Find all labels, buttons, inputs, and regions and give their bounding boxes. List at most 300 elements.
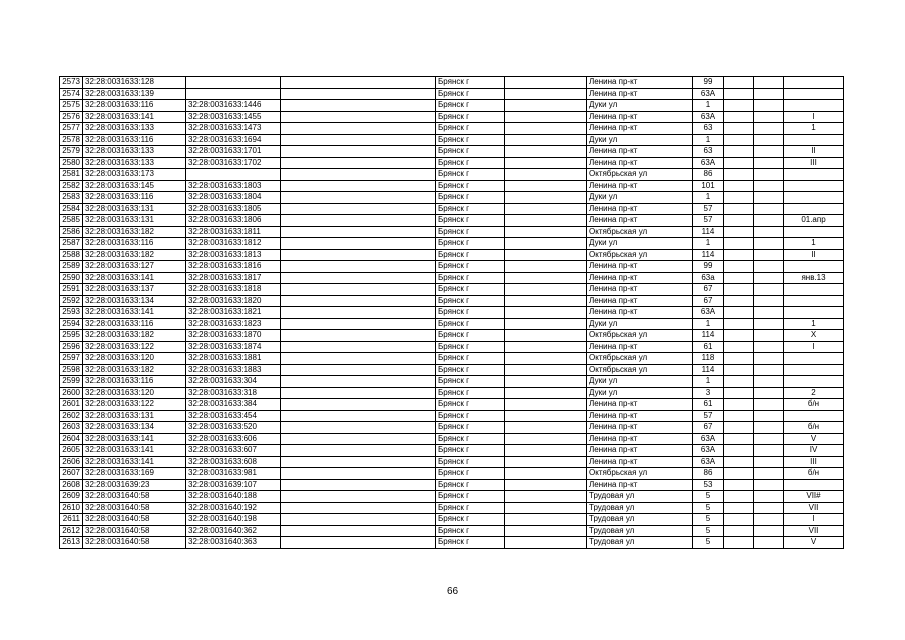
cell-empty-column-1 bbox=[281, 376, 436, 388]
cell-row-number: 2600 bbox=[60, 387, 83, 399]
cell-street: Дуки ул bbox=[587, 192, 693, 204]
cell-city: Брянск г bbox=[436, 134, 505, 146]
cell-object-cadastral-number: 32:28:0031633:1803 bbox=[186, 180, 281, 192]
cell-house-number: 63А bbox=[693, 111, 724, 123]
cell-empty-column-1 bbox=[281, 330, 436, 342]
cell-parcel-cadastral-number: 32:28:0031640:58 bbox=[83, 537, 186, 549]
cell-empty-column-3 bbox=[724, 537, 754, 549]
cell-street: Ленина пр-кт bbox=[587, 456, 693, 468]
table-row bbox=[60, 491, 844, 503]
table-row bbox=[60, 479, 844, 491]
cell-empty-column-3 bbox=[724, 387, 754, 399]
cell-empty-column-1 bbox=[281, 134, 436, 146]
cell-empty-column-2 bbox=[505, 307, 587, 319]
cell-apartment bbox=[784, 284, 844, 296]
cell-empty-column-3 bbox=[724, 226, 754, 238]
cell-street: Октябрьская ул bbox=[587, 226, 693, 238]
cell-empty-column-4 bbox=[754, 353, 784, 365]
cell-parcel-cadastral-number: 32:28:0031633:141 bbox=[83, 445, 186, 457]
cell-street: Октябрьская ул bbox=[587, 169, 693, 181]
cell-city: Брянск г bbox=[436, 479, 505, 491]
table-row bbox=[60, 537, 844, 549]
cell-row-number: 2611 bbox=[60, 514, 83, 526]
cell-object-cadastral-number: 32:28:0031633:1818 bbox=[186, 284, 281, 296]
cell-object-cadastral-number: 32:28:0031633:1701 bbox=[186, 146, 281, 158]
cell-parcel-cadastral-number: 32:28:0031640:58 bbox=[83, 491, 186, 503]
cell-house-number: 63А bbox=[693, 433, 724, 445]
cell-empty-column-2 bbox=[505, 376, 587, 388]
cell-parcel-cadastral-number: 32:28:0031633:131 bbox=[83, 410, 186, 422]
cell-row-number: 2575 bbox=[60, 100, 83, 112]
cell-row-number: 2587 bbox=[60, 238, 83, 250]
cell-city: Брянск г bbox=[436, 433, 505, 445]
cell-empty-column-4 bbox=[754, 468, 784, 480]
table-row bbox=[60, 284, 844, 296]
cell-street: Ленина пр-кт bbox=[587, 479, 693, 491]
cell-empty-column-2 bbox=[505, 514, 587, 526]
table-row bbox=[60, 445, 844, 457]
cell-city: Брянск г bbox=[436, 307, 505, 319]
cell-object-cadastral-number: 32:28:0031633:1874 bbox=[186, 341, 281, 353]
cell-apartment: I bbox=[784, 341, 844, 353]
cell-empty-column-1 bbox=[281, 226, 436, 238]
cell-object-cadastral-number: 32:28:0031633:1473 bbox=[186, 123, 281, 135]
cell-city: Брянск г bbox=[436, 387, 505, 399]
cell-empty-column-2 bbox=[505, 100, 587, 112]
table-row bbox=[60, 376, 844, 388]
cell-object-cadastral-number: 32:28:0031633:318 bbox=[186, 387, 281, 399]
cell-empty-column-2 bbox=[505, 537, 587, 549]
cell-object-cadastral-number: 32:28:0031633:520 bbox=[186, 422, 281, 434]
cell-apartment: 01.апр bbox=[784, 215, 844, 227]
cell-empty-column-4 bbox=[754, 341, 784, 353]
cell-apartment bbox=[784, 203, 844, 215]
cell-empty-column-4 bbox=[754, 272, 784, 284]
table-row bbox=[60, 180, 844, 192]
cell-apartment bbox=[784, 353, 844, 365]
cell-empty-column-1 bbox=[281, 514, 436, 526]
cell-object-cadastral-number: 32:28:0031633:1811 bbox=[186, 226, 281, 238]
cell-empty-column-4 bbox=[754, 192, 784, 204]
cell-city: Брянск г bbox=[436, 537, 505, 549]
cell-street: Дуки ул bbox=[587, 376, 693, 388]
table-row bbox=[60, 111, 844, 123]
cell-apartment: II bbox=[784, 249, 844, 261]
cell-empty-column-4 bbox=[754, 502, 784, 514]
cell-apartment: VII bbox=[784, 502, 844, 514]
cell-empty-column-4 bbox=[754, 123, 784, 135]
cell-empty-column-2 bbox=[505, 318, 587, 330]
cell-empty-column-4 bbox=[754, 456, 784, 468]
cell-empty-column-1 bbox=[281, 468, 436, 480]
cell-city: Брянск г bbox=[436, 123, 505, 135]
cell-row-number: 2609 bbox=[60, 491, 83, 503]
cell-apartment: б/н bbox=[784, 422, 844, 434]
cell-empty-column-4 bbox=[754, 180, 784, 192]
cell-empty-column-2 bbox=[505, 111, 587, 123]
cell-empty-column-4 bbox=[754, 249, 784, 261]
cell-empty-column-4 bbox=[754, 261, 784, 273]
cell-apartment bbox=[784, 410, 844, 422]
cell-empty-column-2 bbox=[505, 468, 587, 480]
cell-parcel-cadastral-number: 32:28:0031633:122 bbox=[83, 399, 186, 411]
cell-empty-column-2 bbox=[505, 146, 587, 158]
cell-empty-column-2 bbox=[505, 479, 587, 491]
cell-house-number: 118 bbox=[693, 353, 724, 365]
cell-street: Трудовая ул bbox=[587, 491, 693, 503]
cell-empty-column-2 bbox=[505, 502, 587, 514]
cell-apartment: I bbox=[784, 111, 844, 123]
cell-empty-column-3 bbox=[724, 525, 754, 537]
cell-parcel-cadastral-number: 32:28:0031633:139 bbox=[83, 88, 186, 100]
cell-object-cadastral-number bbox=[186, 169, 281, 181]
cell-house-number: 57 bbox=[693, 410, 724, 422]
cell-parcel-cadastral-number: 32:28:0031633:182 bbox=[83, 364, 186, 376]
cell-parcel-cadastral-number: 32:28:0031633:145 bbox=[83, 180, 186, 192]
cell-object-cadastral-number: 32:28:0031633:981 bbox=[186, 468, 281, 480]
cell-empty-column-2 bbox=[505, 353, 587, 365]
cell-empty-column-2 bbox=[505, 525, 587, 537]
cell-city: Брянск г bbox=[436, 88, 505, 100]
table-row bbox=[60, 422, 844, 434]
cell-apartment: III bbox=[784, 456, 844, 468]
registry-table bbox=[59, 76, 844, 549]
cell-apartment bbox=[784, 479, 844, 491]
cell-object-cadastral-number: 32:28:0031633:1702 bbox=[186, 157, 281, 169]
cell-empty-column-4 bbox=[754, 203, 784, 215]
table-row bbox=[60, 502, 844, 514]
cell-row-number: 2595 bbox=[60, 330, 83, 342]
cell-apartment: I bbox=[784, 514, 844, 526]
cell-apartment: янв.13 bbox=[784, 272, 844, 284]
cell-row-number: 2579 bbox=[60, 146, 83, 158]
cell-empty-column-4 bbox=[754, 169, 784, 181]
cell-parcel-cadastral-number: 32:28:0031633:141 bbox=[83, 111, 186, 123]
cell-empty-column-1 bbox=[281, 433, 436, 445]
cell-empty-column-1 bbox=[281, 364, 436, 376]
cell-street: Ленина пр-кт bbox=[587, 422, 693, 434]
cell-empty-column-1 bbox=[281, 445, 436, 457]
cell-empty-column-3 bbox=[724, 456, 754, 468]
cell-parcel-cadastral-number: 32:28:0031633:134 bbox=[83, 295, 186, 307]
cell-apartment: X bbox=[784, 330, 844, 342]
cell-parcel-cadastral-number: 32:28:0031633:133 bbox=[83, 146, 186, 158]
cell-row-number: 2599 bbox=[60, 376, 83, 388]
cell-empty-column-1 bbox=[281, 272, 436, 284]
cell-apartment: б/н bbox=[784, 399, 844, 411]
table-row bbox=[60, 468, 844, 480]
cell-city: Брянск г bbox=[436, 399, 505, 411]
cell-empty-column-3 bbox=[724, 238, 754, 250]
cell-parcel-cadastral-number: 32:28:0031639:23 bbox=[83, 479, 186, 491]
cell-object-cadastral-number: 32:28:0031633:1804 bbox=[186, 192, 281, 204]
cell-parcel-cadastral-number: 32:28:0031633:141 bbox=[83, 433, 186, 445]
cell-parcel-cadastral-number: 32:28:0031633:116 bbox=[83, 134, 186, 146]
table-row bbox=[60, 410, 844, 422]
page-number: 66 bbox=[446, 586, 459, 597]
cell-street: Октябрьская ул bbox=[587, 353, 693, 365]
cell-empty-column-3 bbox=[724, 192, 754, 204]
cell-apartment bbox=[784, 180, 844, 192]
cell-empty-column-3 bbox=[724, 203, 754, 215]
cell-object-cadastral-number: 32:28:0031633:1823 bbox=[186, 318, 281, 330]
table-row bbox=[60, 318, 844, 330]
table-row bbox=[60, 364, 844, 376]
cell-object-cadastral-number: 32:28:0031633:1821 bbox=[186, 307, 281, 319]
cell-house-number: 63 bbox=[693, 123, 724, 135]
cell-parcel-cadastral-number: 32:28:0031633:116 bbox=[83, 318, 186, 330]
cell-object-cadastral-number: 32:28:0031633:607 bbox=[186, 445, 281, 457]
cell-row-number: 2607 bbox=[60, 468, 83, 480]
cell-apartment bbox=[784, 77, 844, 89]
cell-empty-column-1 bbox=[281, 88, 436, 100]
cell-empty-column-3 bbox=[724, 77, 754, 89]
cell-empty-column-3 bbox=[724, 445, 754, 457]
cell-empty-column-3 bbox=[724, 468, 754, 480]
cell-apartment bbox=[784, 88, 844, 100]
cell-empty-column-1 bbox=[281, 100, 436, 112]
cell-object-cadastral-number: 32:28:0031633:1817 bbox=[186, 272, 281, 284]
cell-empty-column-2 bbox=[505, 203, 587, 215]
cell-empty-column-1 bbox=[281, 479, 436, 491]
table-row bbox=[60, 157, 844, 169]
cell-parcel-cadastral-number: 32:28:0031633:127 bbox=[83, 261, 186, 273]
cell-row-number: 2594 bbox=[60, 318, 83, 330]
cell-row-number: 2598 bbox=[60, 364, 83, 376]
cell-house-number: 63А bbox=[693, 456, 724, 468]
cell-city: Брянск г bbox=[436, 353, 505, 365]
cell-house-number: 1 bbox=[693, 376, 724, 388]
cell-city: Брянск г bbox=[436, 491, 505, 503]
cell-row-number: 2612 bbox=[60, 525, 83, 537]
cell-street: Дуки ул bbox=[587, 318, 693, 330]
cell-city: Брянск г bbox=[436, 456, 505, 468]
cell-city: Брянск г bbox=[436, 272, 505, 284]
cell-street: Дуки ул bbox=[587, 238, 693, 250]
cell-street: Ленина пр-кт bbox=[587, 307, 693, 319]
cell-apartment: IV bbox=[784, 445, 844, 457]
cell-empty-column-3 bbox=[724, 284, 754, 296]
cell-house-number: 86 bbox=[693, 468, 724, 480]
cell-house-number: 1 bbox=[693, 134, 724, 146]
cell-parcel-cadastral-number: 32:28:0031633:116 bbox=[83, 100, 186, 112]
cell-empty-column-4 bbox=[754, 307, 784, 319]
cell-house-number: 63 bbox=[693, 146, 724, 158]
table-row bbox=[60, 261, 844, 273]
cell-parcel-cadastral-number: 32:28:0031633:137 bbox=[83, 284, 186, 296]
cell-city: Брянск г bbox=[436, 410, 505, 422]
cell-city: Брянск г bbox=[436, 192, 505, 204]
cell-street: Ленина пр-кт bbox=[587, 445, 693, 457]
cell-empty-column-1 bbox=[281, 123, 436, 135]
cell-city: Брянск г bbox=[436, 203, 505, 215]
cell-empty-column-1 bbox=[281, 341, 436, 353]
cell-house-number: 63А bbox=[693, 445, 724, 457]
cell-empty-column-3 bbox=[724, 215, 754, 227]
cell-object-cadastral-number: 32:28:0031633:1816 bbox=[186, 261, 281, 273]
cell-empty-column-1 bbox=[281, 353, 436, 365]
cell-object-cadastral-number bbox=[186, 88, 281, 100]
cell-empty-column-3 bbox=[724, 100, 754, 112]
cell-parcel-cadastral-number: 32:28:0031633:120 bbox=[83, 353, 186, 365]
cell-house-number: 5 bbox=[693, 491, 724, 503]
cell-house-number: 61 bbox=[693, 341, 724, 353]
cell-city: Брянск г bbox=[436, 330, 505, 342]
cell-empty-column-3 bbox=[724, 180, 754, 192]
cell-empty-column-2 bbox=[505, 295, 587, 307]
cell-street: Трудовая ул bbox=[587, 537, 693, 549]
cell-empty-column-2 bbox=[505, 491, 587, 503]
cell-parcel-cadastral-number: 32:28:0031633:116 bbox=[83, 238, 186, 250]
cell-empty-column-3 bbox=[724, 157, 754, 169]
cell-parcel-cadastral-number: 32:28:0031633:116 bbox=[83, 376, 186, 388]
cell-house-number: 114 bbox=[693, 226, 724, 238]
cell-apartment bbox=[784, 192, 844, 204]
cell-house-number: 63а bbox=[693, 272, 724, 284]
cell-empty-column-1 bbox=[281, 169, 436, 181]
cell-object-cadastral-number: 32:28:0031633:1881 bbox=[186, 353, 281, 365]
cell-apartment: III bbox=[784, 157, 844, 169]
cell-city: Брянск г bbox=[436, 157, 505, 169]
cell-row-number: 2596 bbox=[60, 341, 83, 353]
cell-empty-column-3 bbox=[724, 307, 754, 319]
cell-parcel-cadastral-number: 32:28:0031633:141 bbox=[83, 272, 186, 284]
cell-parcel-cadastral-number: 32:28:0031633:133 bbox=[83, 123, 186, 135]
table-row bbox=[60, 215, 844, 227]
cell-object-cadastral-number: 32:28:0031633:1870 bbox=[186, 330, 281, 342]
cell-empty-column-2 bbox=[505, 249, 587, 261]
cell-empty-column-3 bbox=[724, 295, 754, 307]
cell-city: Брянск г bbox=[436, 295, 505, 307]
cell-house-number: 99 bbox=[693, 261, 724, 273]
cell-empty-column-1 bbox=[281, 157, 436, 169]
cell-empty-column-4 bbox=[754, 100, 784, 112]
cell-house-number: 1 bbox=[693, 100, 724, 112]
cell-street: Дуки ул bbox=[587, 134, 693, 146]
cell-row-number: 2591 bbox=[60, 284, 83, 296]
cell-parcel-cadastral-number: 32:28:0031633:134 bbox=[83, 422, 186, 434]
cell-street: Ленина пр-кт bbox=[587, 399, 693, 411]
cell-empty-column-2 bbox=[505, 330, 587, 342]
cell-city: Брянск г bbox=[436, 514, 505, 526]
cell-parcel-cadastral-number: 32:28:0031633:128 bbox=[83, 77, 186, 89]
cell-row-number: 2583 bbox=[60, 192, 83, 204]
cell-empty-column-1 bbox=[281, 399, 436, 411]
cell-empty-column-1 bbox=[281, 77, 436, 89]
cell-empty-column-3 bbox=[724, 169, 754, 181]
cell-city: Брянск г bbox=[436, 318, 505, 330]
cell-empty-column-4 bbox=[754, 284, 784, 296]
cell-empty-column-4 bbox=[754, 491, 784, 503]
cell-empty-column-4 bbox=[754, 433, 784, 445]
cell-empty-column-4 bbox=[754, 226, 784, 238]
cell-empty-column-4 bbox=[754, 111, 784, 123]
cell-apartment bbox=[784, 134, 844, 146]
cell-apartment: VII# bbox=[784, 491, 844, 503]
cell-street: Дуки ул bbox=[587, 387, 693, 399]
table-row bbox=[60, 226, 844, 238]
cell-empty-column-3 bbox=[724, 111, 754, 123]
cell-house-number: 5 bbox=[693, 537, 724, 549]
cell-empty-column-2 bbox=[505, 226, 587, 238]
cell-empty-column-2 bbox=[505, 341, 587, 353]
cell-house-number: 67 bbox=[693, 284, 724, 296]
cell-house-number: 86 bbox=[693, 169, 724, 181]
cell-empty-column-3 bbox=[724, 123, 754, 135]
cell-parcel-cadastral-number: 32:28:0031640:58 bbox=[83, 514, 186, 526]
cell-empty-column-1 bbox=[281, 410, 436, 422]
cell-empty-column-3 bbox=[724, 330, 754, 342]
cell-object-cadastral-number: 32:28:0031639:107 bbox=[186, 479, 281, 491]
cell-object-cadastral-number: 32:28:0031633:1446 bbox=[186, 100, 281, 112]
cell-empty-column-2 bbox=[505, 456, 587, 468]
cell-city: Брянск г bbox=[436, 525, 505, 537]
cell-empty-column-2 bbox=[505, 422, 587, 434]
cell-empty-column-4 bbox=[754, 215, 784, 227]
cell-empty-column-2 bbox=[505, 284, 587, 296]
cell-city: Брянск г bbox=[436, 146, 505, 158]
cell-street: Ленина пр-кт bbox=[587, 215, 693, 227]
cell-parcel-cadastral-number: 32:28:0031640:58 bbox=[83, 525, 186, 537]
cell-empty-column-3 bbox=[724, 364, 754, 376]
table-row bbox=[60, 353, 844, 365]
cell-street: Ленина пр-кт bbox=[587, 433, 693, 445]
table-row bbox=[60, 514, 844, 526]
cell-empty-column-1 bbox=[281, 307, 436, 319]
cell-row-number: 2574 bbox=[60, 88, 83, 100]
table-row bbox=[60, 169, 844, 181]
cell-empty-column-2 bbox=[505, 180, 587, 192]
cell-house-number: 114 bbox=[693, 330, 724, 342]
cell-street: Ленина пр-кт bbox=[587, 180, 693, 192]
cell-empty-column-3 bbox=[724, 134, 754, 146]
cell-city: Брянск г bbox=[436, 284, 505, 296]
cell-empty-column-4 bbox=[754, 525, 784, 537]
cell-house-number: 67 bbox=[693, 422, 724, 434]
cell-row-number: 2585 bbox=[60, 215, 83, 227]
table-row bbox=[60, 525, 844, 537]
cell-row-number: 2608 bbox=[60, 479, 83, 491]
cell-apartment: 1 bbox=[784, 318, 844, 330]
cell-empty-column-4 bbox=[754, 318, 784, 330]
cell-street: Ленина пр-кт bbox=[587, 157, 693, 169]
cell-house-number: 1 bbox=[693, 238, 724, 250]
cell-empty-column-1 bbox=[281, 238, 436, 250]
table-row bbox=[60, 456, 844, 468]
table-row bbox=[60, 295, 844, 307]
cell-empty-column-1 bbox=[281, 192, 436, 204]
cell-empty-column-3 bbox=[724, 376, 754, 388]
cell-parcel-cadastral-number: 32:28:0031633:141 bbox=[83, 307, 186, 319]
cell-empty-column-3 bbox=[724, 249, 754, 261]
cell-empty-column-3 bbox=[724, 491, 754, 503]
cell-empty-column-2 bbox=[505, 123, 587, 135]
cell-row-number: 2581 bbox=[60, 169, 83, 181]
cell-row-number: 2592 bbox=[60, 295, 83, 307]
cell-empty-column-1 bbox=[281, 249, 436, 261]
registry-table-body bbox=[60, 77, 844, 549]
cell-object-cadastral-number: 32:28:0031633:1812 bbox=[186, 238, 281, 250]
cell-empty-column-4 bbox=[754, 479, 784, 491]
cell-empty-column-4 bbox=[754, 537, 784, 549]
cell-empty-column-4 bbox=[754, 330, 784, 342]
cell-city: Брянск г bbox=[436, 77, 505, 89]
cell-object-cadastral-number: 32:28:0031640:363 bbox=[186, 537, 281, 549]
cell-parcel-cadastral-number: 32:28:0031633:182 bbox=[83, 249, 186, 261]
cell-row-number: 2604 bbox=[60, 433, 83, 445]
cell-empty-column-4 bbox=[754, 157, 784, 169]
cell-row-number: 2590 bbox=[60, 272, 83, 284]
